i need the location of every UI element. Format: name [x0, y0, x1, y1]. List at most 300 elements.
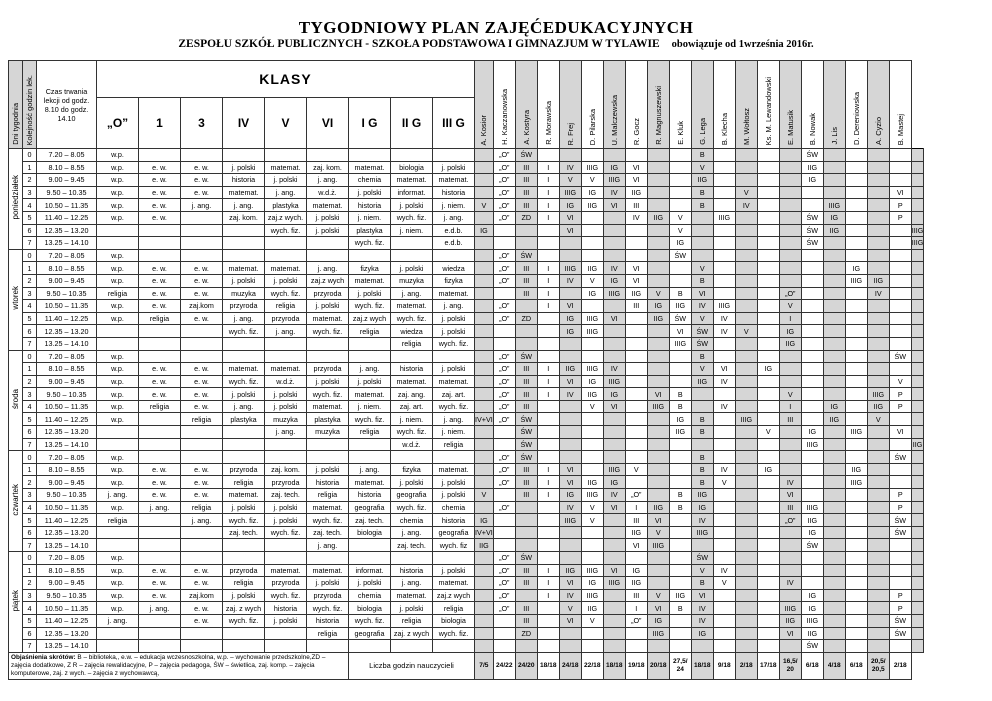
teacher-cell [911, 312, 924, 325]
teacher-cell: III [515, 363, 537, 376]
class-lesson-cell: j. polski [349, 287, 391, 300]
teacher-cell: V [647, 526, 669, 539]
class-lesson-cell: e. w. [181, 614, 223, 627]
teacher-cell [537, 501, 559, 514]
teacher-cell: ŚW [801, 224, 823, 237]
teacher-cell: IIG [559, 564, 581, 577]
class-lesson-cell: e. w. [181, 564, 223, 577]
teacher-cell [537, 526, 559, 539]
class-lesson-cell: w.p. [97, 199, 139, 212]
table-row [9, 337, 924, 350]
class-lesson-cell: geografia [433, 526, 475, 539]
teacher-cell: III [625, 199, 647, 212]
teacher-cell [515, 526, 537, 539]
class-lesson-cell [433, 149, 475, 162]
class-lesson-cell: e. w. [139, 363, 181, 376]
class-lesson-cell [265, 337, 307, 350]
class-lesson-cell: muzyka [391, 274, 433, 287]
teacher-cell [801, 564, 823, 577]
teacher-header [691, 61, 713, 149]
teacher-cell [581, 451, 603, 464]
class-lesson-cell: religia [139, 312, 181, 325]
teacher-cell [735, 514, 757, 527]
teacher-cell: B [669, 400, 691, 413]
class-lesson-cell: j. polski [223, 589, 265, 602]
teacher-cell [625, 413, 647, 426]
teacher-cell [713, 149, 735, 162]
teacher-cell [691, 237, 713, 250]
lesson-time: 12.35 – 13.20 [37, 426, 97, 439]
class-lesson-cell [433, 249, 475, 262]
lesson-number: 3 [23, 489, 37, 502]
class-lesson-cell: e. w. [181, 388, 223, 401]
teacher-name: R. Magnuszewski [653, 86, 663, 145]
table-row [9, 438, 924, 451]
teacher-cell [537, 224, 559, 237]
teacher-cell: I [537, 199, 559, 212]
teacher-cell [475, 614, 494, 627]
class-lesson-cell: przyroda [307, 287, 349, 300]
teacher-cell [647, 363, 669, 376]
class-lesson-cell [223, 552, 265, 565]
teacher-cell [475, 388, 494, 401]
lesson-number: 7 [23, 337, 37, 350]
teacher-cell [801, 413, 823, 426]
teacher-total: 27,5/ 24 [669, 652, 691, 679]
teacher-cell: „O” [493, 363, 515, 376]
teacher-cell [647, 262, 669, 275]
class-lesson-cell: geografia [391, 489, 433, 502]
teacher-cell: IV+VI [475, 414, 493, 424]
teacher-cell: I [779, 400, 801, 413]
teacher-cell: ŚW [801, 149, 823, 162]
teacher-cell [475, 375, 494, 388]
class-lesson-cell: e. w. [181, 602, 223, 615]
teacher-cell [735, 577, 757, 590]
class-lesson-cell: w.p. [97, 602, 139, 615]
table-row [9, 539, 924, 552]
teacher-cell: I [537, 476, 559, 489]
teacher-cell: „O” [493, 174, 515, 187]
teacher-cell: IIIG [603, 375, 625, 388]
table-row [9, 640, 924, 653]
teacher-cell [475, 287, 494, 300]
table-row [9, 249, 924, 262]
teacher-cell [713, 249, 735, 262]
class-lesson-cell: religia [223, 577, 265, 590]
teacher-cell [779, 375, 801, 388]
teacher-cell [845, 300, 867, 313]
teacher-cell: V [581, 501, 603, 514]
teacher-cell: IIG [779, 614, 801, 627]
teacher-cell: IG [801, 426, 823, 439]
teacher-cell [669, 363, 691, 376]
teacher-cell: VI [559, 375, 581, 388]
teacher-cell [537, 149, 559, 162]
teacher-cell [603, 325, 625, 338]
class-lesson-cell: e. w. [181, 174, 223, 187]
class-lesson-cell: religia [349, 426, 391, 439]
teacher-cell [475, 161, 494, 174]
class-lesson-cell: religia [265, 300, 307, 313]
class-lesson-cell: matemat. [307, 564, 349, 577]
lesson-number: 6 [23, 426, 37, 439]
class-lesson-cell: przyroda [223, 564, 265, 577]
class-lesson-cell: j. polski [433, 325, 475, 338]
teacher-total: 9/18 [713, 652, 735, 679]
class-header: 3 [181, 98, 223, 149]
teacher-cell [823, 640, 845, 653]
teacher-cell: IG [757, 363, 779, 376]
teacher-total: 24/20 [515, 652, 537, 679]
class-lesson-cell [391, 249, 433, 262]
teacher-cell: I [537, 577, 559, 590]
class-lesson-cell: zaj. tech. [223, 526, 265, 539]
teacher-cell [823, 602, 845, 615]
teacher-cell: III [515, 564, 537, 577]
class-lesson-cell: historia [391, 363, 433, 376]
class-lesson-cell [265, 149, 307, 162]
teacher-cell: IIG [669, 589, 691, 602]
class-lesson-cell: matemat. [433, 375, 475, 388]
teacher-cell [603, 426, 625, 439]
teacher-cell [801, 249, 823, 262]
teacher-cell [911, 413, 924, 426]
footer-row [9, 652, 924, 679]
class-lesson-cell: religia [223, 476, 265, 489]
class-lesson-cell [139, 614, 181, 627]
teacher-cell: IIIG [845, 476, 867, 489]
class-lesson-cell: j. ang. [265, 426, 307, 439]
class-lesson-cell: w.p. [97, 262, 139, 275]
teacher-cell [845, 400, 867, 413]
teacher-cell: IIIG [581, 564, 603, 577]
teacher-cell: ŚW [889, 526, 911, 539]
teacher-cell [757, 476, 779, 489]
teacher-cell: IG [669, 413, 691, 426]
teacher-cell [625, 451, 647, 464]
teacher-cell: IG [581, 186, 603, 199]
teacher-cell [515, 300, 537, 313]
teacher-cell: IG [559, 199, 581, 212]
class-lesson-cell: w.p. [97, 174, 139, 187]
teacher-cell: IIIG [581, 589, 603, 602]
class-lesson-cell: w.p. [97, 413, 139, 426]
teacher-cell: I [537, 186, 559, 199]
teacher-cell [867, 476, 889, 489]
table-row [9, 463, 924, 476]
class-lesson-cell: wych. fiz. [223, 614, 265, 627]
teacher-cell [867, 640, 889, 653]
teacher-cell: IIG [779, 337, 801, 350]
teacher-cell: III [515, 161, 537, 174]
teacher-cell: I [537, 300, 559, 313]
teacher-cell: IIG [867, 400, 889, 413]
teacher-cell [757, 489, 779, 502]
header-count [23, 61, 37, 149]
class-lesson-cell: w.p. [97, 463, 139, 476]
teacher-cell [581, 224, 603, 237]
teacher-cell: „O” [493, 249, 515, 262]
teacher-cell [911, 211, 924, 224]
teacher-cell: IIIG [559, 186, 581, 199]
teacher-cell [475, 337, 494, 350]
teacher-cell [867, 211, 889, 224]
teacher-cell: III [625, 514, 647, 527]
teacher-cell [757, 438, 779, 451]
teacher-cell [845, 249, 867, 262]
teacher-cell [911, 489, 924, 502]
teacher-cell: IIG [647, 312, 669, 325]
class-lesson-cell: zaj.z wych [307, 274, 349, 287]
teacher-cell [735, 476, 757, 489]
class-lesson-cell [139, 237, 181, 250]
teacher-cell: IIIG [581, 363, 603, 376]
teacher-cell: VI [559, 224, 581, 237]
teacher-cell [823, 514, 845, 527]
teacher-cell: IV [779, 577, 801, 590]
teacher-cell [493, 489, 515, 502]
day-cell [9, 149, 23, 250]
class-lesson-cell [139, 438, 181, 451]
teacher-cell [475, 350, 494, 363]
lesson-time: 13.25 – 14.10 [37, 237, 97, 250]
lesson-number: 0 [23, 451, 37, 464]
teacher-cell [757, 174, 779, 187]
teacher-cell [779, 350, 801, 363]
teacher-cell [823, 375, 845, 388]
teacher-cell: ŚW [515, 426, 537, 439]
class-lesson-cell: j. polski [349, 186, 391, 199]
teacher-cell [911, 325, 924, 338]
teacher-cell [845, 199, 867, 212]
class-lesson-cell [181, 337, 223, 350]
teacher-cell [647, 438, 669, 451]
teacher-cell: I [537, 564, 559, 577]
teacher-cell [515, 501, 537, 514]
teacher-cell [867, 602, 889, 615]
teacher-cell: IIIG [647, 400, 669, 413]
class-lesson-cell: e. w. [181, 287, 223, 300]
lesson-time: 9.00 – 9.45 [37, 476, 97, 489]
teacher-cell: B [691, 451, 713, 464]
teacher-cell: IV+VI [475, 528, 493, 538]
lesson-time: 9.00 – 9.45 [37, 577, 97, 590]
teacher-cell [735, 614, 757, 627]
teacher-cell [669, 262, 691, 275]
teacher-cell [845, 149, 867, 162]
teacher-cell: VI [559, 211, 581, 224]
teacher-header [669, 61, 691, 149]
teacher-cell [911, 186, 924, 199]
teacher-header [515, 61, 537, 149]
class-header: V [265, 98, 307, 149]
teacher-cell [889, 149, 911, 162]
teacher-cell [757, 627, 779, 640]
teacher-cell [537, 614, 559, 627]
teacher-cell [823, 312, 845, 325]
teacher-cell: B [669, 501, 691, 514]
teacher-cell [647, 413, 669, 426]
lesson-number: 5 [23, 614, 37, 627]
teacher-cell [801, 463, 823, 476]
class-lesson-cell [139, 426, 181, 439]
teacher-cell: V [581, 614, 603, 627]
teacher-cell: IIIG [867, 388, 889, 401]
teacher-cell [603, 539, 625, 552]
header-klasy: KLASY [97, 61, 475, 98]
class-lesson-cell: plastyka [349, 224, 391, 237]
class-lesson-cell: w.p. [97, 400, 139, 413]
teacher-cell [625, 438, 647, 451]
teacher-cell: IV [713, 312, 735, 325]
teacher-cell [515, 337, 537, 350]
teacher-cell: IG [559, 489, 581, 502]
class-lesson-cell: religia [433, 438, 475, 451]
class-lesson-cell: e. w. [181, 262, 223, 275]
school-name: ZESPOŁU SZKÓŁ PUBLICZNYCH - SZKOŁA PODSTAWOWA I GIMNAZJUM W TYLAWIE [178, 38, 660, 50]
teacher-cell [889, 577, 911, 590]
teacher-cell [867, 199, 889, 212]
teacher-cell: „O” [625, 489, 647, 502]
teacher-cell: ŚW [515, 350, 537, 363]
teacher-cell: „O” [493, 149, 515, 162]
teacher-cell [867, 186, 889, 199]
teacher-name: E. Kluk [675, 121, 685, 145]
class-lesson-cell [181, 539, 223, 552]
class-lesson-cell: j. ang. [223, 312, 265, 325]
teacher-header [537, 61, 559, 149]
header-day [9, 61, 23, 149]
teacher-cell [867, 363, 889, 376]
teacher-cell [713, 627, 735, 640]
class-lesson-cell: zaj.z wych [433, 589, 475, 602]
teacher-cell: V [475, 199, 494, 212]
teacher-cell [911, 501, 924, 514]
teacher-cell [559, 526, 581, 539]
class-lesson-cell: j. ang. [433, 211, 475, 224]
class-lesson-cell: matemat. [349, 476, 391, 489]
teacher-cell [581, 413, 603, 426]
teacher-cell [493, 237, 515, 250]
teacher-cell: IIIG [801, 501, 823, 514]
teacher-cell: IG [801, 602, 823, 615]
teacher-cell [581, 300, 603, 313]
teacher-cell: ŚW [515, 451, 537, 464]
lesson-number: 2 [23, 577, 37, 590]
teacher-cell [559, 350, 581, 363]
teacher-cell [735, 589, 757, 602]
table-row [9, 312, 924, 325]
teacher-cell [801, 262, 823, 275]
class-lesson-cell [433, 451, 475, 464]
class-lesson-cell: plastyka [223, 413, 265, 426]
teacher-cell [603, 526, 625, 539]
teacher-cell [669, 451, 691, 464]
class-lesson-cell: e.d.b. [433, 224, 475, 237]
teacher-cell: VI [647, 388, 669, 401]
teacher-cell [603, 627, 625, 640]
teacher-cell [537, 451, 559, 464]
teacher-cell [475, 300, 494, 313]
class-lesson-cell: historia [349, 199, 391, 212]
class-lesson-cell: matemat. [223, 186, 265, 199]
teacher-cell: IIG [625, 577, 647, 590]
class-lesson-cell [139, 224, 181, 237]
teacher-cell: IIG [625, 186, 647, 199]
teacher-cell [537, 325, 559, 338]
teacher-cell [779, 262, 801, 275]
teacher-cell [757, 388, 779, 401]
teacher-cell [823, 388, 845, 401]
teacher-cell [713, 262, 735, 275]
lesson-time: 13.25 – 14.10 [37, 438, 97, 451]
teacher-cell [669, 274, 691, 287]
teacher-cell: IV [713, 463, 735, 476]
class-lesson-cell: wych. fiz. [265, 589, 307, 602]
class-lesson-cell: historia [433, 186, 475, 199]
teacher-cell [801, 489, 823, 502]
teacher-cell [475, 312, 494, 325]
teacher-cell [889, 539, 911, 552]
teacher-cell [801, 337, 823, 350]
class-lesson-cell: j. polski [349, 577, 391, 590]
teacher-cell: B [691, 274, 713, 287]
class-lesson-cell: e. w. [139, 262, 181, 275]
class-lesson-cell [223, 337, 265, 350]
teacher-cell [559, 337, 581, 350]
teacher-cell: III [515, 476, 537, 489]
teacher-cell [475, 552, 494, 565]
class-lesson-cell: wych. fiz. [391, 426, 433, 439]
teacher-cell: P [889, 211, 911, 224]
class-lesson-cell: w.p. [97, 249, 139, 262]
class-lesson-cell [307, 438, 349, 451]
teacher-cell [647, 476, 669, 489]
teacher-cell [911, 375, 924, 388]
teacher-cell: P [889, 199, 911, 212]
teacher-cell: V [669, 211, 691, 224]
teacher-cell [515, 589, 537, 602]
class-lesson-cell: e. w. [181, 463, 223, 476]
class-lesson-cell: historia [307, 476, 349, 489]
teacher-cell [713, 413, 735, 426]
teacher-cell [779, 539, 801, 552]
teacher-cell [669, 375, 691, 388]
teacher-cell [647, 174, 669, 187]
teacher-cell [735, 274, 757, 287]
class-lesson-cell: wych. fiz. [391, 501, 433, 514]
lesson-time: 7.20 – 8.05 [37, 249, 97, 262]
table-row [9, 149, 924, 162]
class-lesson-cell [223, 539, 265, 552]
teacher-cell [581, 426, 603, 439]
teacher-cell [889, 262, 911, 275]
lesson-number: 0 [23, 350, 37, 363]
teacher-cell [537, 627, 559, 640]
teacher-cell [779, 249, 801, 262]
class-lesson-cell [139, 413, 181, 426]
class-lesson-cell [139, 539, 181, 552]
teacher-cell [669, 526, 691, 539]
class-lesson-cell: e. w. [139, 161, 181, 174]
class-lesson-cell: w.p. [97, 451, 139, 464]
teacher-cell [625, 476, 647, 489]
class-lesson-cell: przyroda [265, 476, 307, 489]
class-lesson-cell: historia [391, 564, 433, 577]
teacher-cell: IG [581, 375, 603, 388]
lesson-number: 7 [23, 539, 37, 552]
